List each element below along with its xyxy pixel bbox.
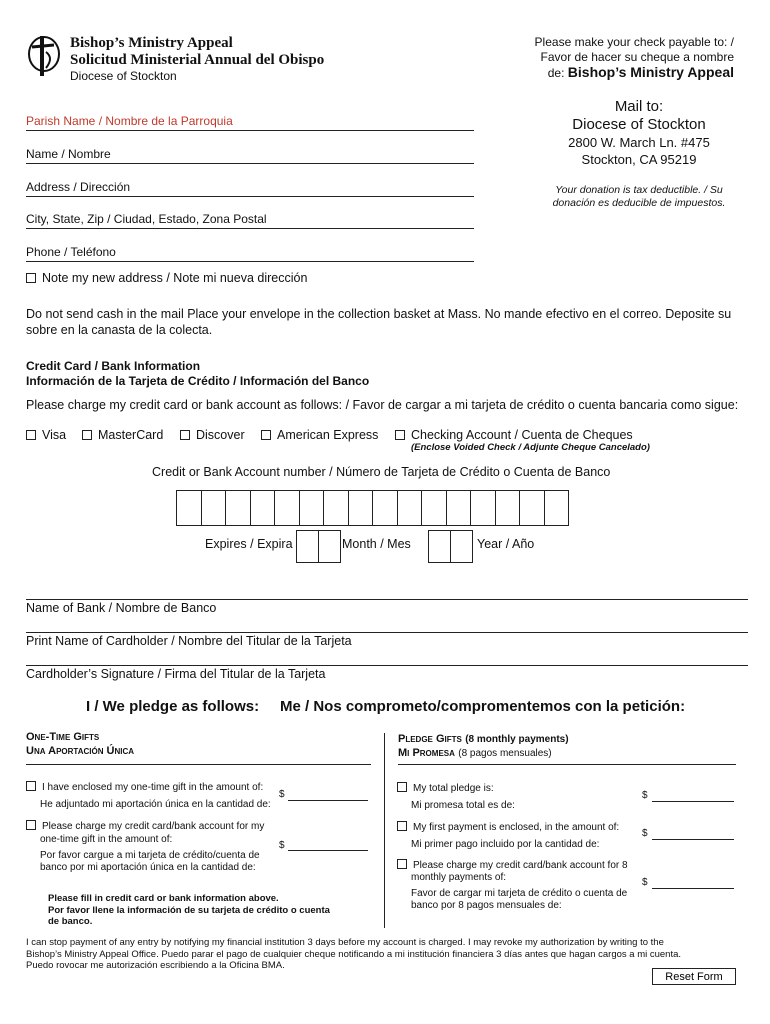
checkbox-box xyxy=(397,859,407,869)
reset-form-button[interactable]: Reset Form xyxy=(652,968,736,985)
city-label: City, State, Zip / Ciudad, Estado, Zona Postal xyxy=(26,212,267,226)
account-label: Credit or Bank Account number / Número de Tarjeta de Crédito o Cuenta de Banco xyxy=(152,465,611,479)
cash-note-1: Do not send cash in the mail Place your envelope in the collection basket at Mass. No mande efectivo en el correo. Deposite su xyxy=(26,307,732,321)
total-pledge-checkbox[interactable] xyxy=(397,783,494,794)
pledge-title-1: Pledge Gifts xyxy=(398,733,462,745)
name-line xyxy=(26,163,474,164)
diocese-cross-icon xyxy=(24,32,64,78)
year-label: Year / Año xyxy=(477,537,535,551)
total-es: Mi promesa total es de: xyxy=(411,800,515,811)
cardholder-label: Print Name of Cardholder / Nombre del Titular de la Tarjeta xyxy=(26,634,352,648)
monthly-en-2: monthly payments of: xyxy=(411,872,507,883)
enclosed-en: I have enclosed my one-time gift in the amount of: xyxy=(42,782,264,793)
cardholder-input[interactable] xyxy=(370,633,740,649)
signature-input[interactable] xyxy=(340,666,740,682)
tax-note-1: Your donation is tax deductible. / Su xyxy=(555,184,723,196)
account-digit-box[interactable] xyxy=(519,490,545,526)
account-digit-box[interactable] xyxy=(323,490,349,526)
card-heading-en: Credit Card / Bank Information xyxy=(26,359,201,373)
total-dollar: $ xyxy=(642,790,648,801)
card-instruction: Please charge my credit card or bank account as follows: / Favor de cargar a mi tarjeta de crédito o cuenta bancaria como sigue: xyxy=(26,398,739,412)
total-en: My total pledge is: xyxy=(413,783,494,794)
city-input[interactable] xyxy=(290,211,470,227)
charge-es-1: Por favor cargue a mi tarjeta de crédito/cuenta de xyxy=(40,850,260,861)
charge-dollar: $ xyxy=(279,840,285,851)
signature-label: Cardholder’s Signature / Firma del Titular de la Tarjeta xyxy=(26,667,326,681)
phone-label: Phone / Teléfono xyxy=(26,245,116,259)
checkbox-box xyxy=(82,430,92,440)
charge-amount-line xyxy=(288,850,368,851)
checkbox-box xyxy=(397,821,407,831)
monthly-es-2: banco por 8 pagos mensuales de: xyxy=(411,900,562,911)
account-digit-box[interactable] xyxy=(250,490,276,526)
stop-note-3: Puedo rovocar me autorización escribiendo a la Oficina BMA. xyxy=(26,960,285,971)
account-digit-box[interactable] xyxy=(421,490,447,526)
voided-check-note: (Enclose Voided Check / Adjunte Cheque Cancelado) xyxy=(411,442,650,453)
first-en: My first payment is enclosed, in the amount of: xyxy=(413,822,620,833)
pledge-heading-es: Me / Nos comprometo/compromentemos con la petición: xyxy=(280,698,686,715)
card-heading-es: Información de la Tarjeta de Crédito / Información del Banco xyxy=(26,374,370,388)
option-visa[interactable] xyxy=(26,428,66,442)
parish-input[interactable] xyxy=(260,113,470,129)
monthly-amount-line xyxy=(652,888,734,889)
option-checking[interactable] xyxy=(395,428,633,442)
mail-city: Stockton, CA 95219 xyxy=(581,152,697,167)
option-mastercard-label: MasterCard xyxy=(98,428,164,442)
fill-note-1: Please fill in credit card or bank information above. xyxy=(48,893,279,904)
pledge-title-2-note: (8 pagos mensuales) xyxy=(458,748,552,759)
title-en: Bishop’s Ministry Appeal xyxy=(70,35,233,51)
first-es: Mi primer pago incluido por la cantidad de: xyxy=(411,839,600,850)
new-address-checkbox[interactable] xyxy=(26,271,307,285)
charge-en-2: one-time gift in the amount of: xyxy=(40,834,173,845)
month-digit-1[interactable] xyxy=(296,530,319,563)
account-digit-box[interactable] xyxy=(225,490,251,526)
new-address-label: Note my new address / Note mi nueva dirección xyxy=(42,271,308,285)
monthly-amount-input[interactable] xyxy=(652,873,732,887)
payable-prefix: de: xyxy=(547,66,565,80)
option-discover[interactable] xyxy=(180,428,245,442)
fill-note xyxy=(48,893,330,928)
cash-note-2: sobre en la canasta de la colecta. xyxy=(26,323,213,337)
cash-note xyxy=(26,306,756,338)
name-label: Name / Nombre xyxy=(26,147,111,161)
checkbox-box xyxy=(26,820,36,830)
account-digit-box[interactable] xyxy=(372,490,398,526)
expires-label: Expires / Expira xyxy=(205,537,293,551)
title-es: Solicitud Ministerial Annual del Obispo xyxy=(70,52,325,68)
charge-amount-input[interactable] xyxy=(288,835,368,849)
parish-line xyxy=(26,130,474,131)
option-mastercard[interactable] xyxy=(82,428,163,442)
pledge-title-1-note: (8 monthly payments) xyxy=(465,734,569,745)
stop-note-2: Bishop’s Ministry Appeal Office. Puedo parar el pago de cualquier cheque notificando a mi institución financiera 3 días antes que hagan cargos a mi cuenta. xyxy=(26,948,682,960)
mail-to-label: Mail to: xyxy=(614,98,664,115)
checkbox-box xyxy=(395,430,405,440)
payable-name: Bishop’s Ministry Appeal xyxy=(567,64,734,80)
monthly-es-1: Favor de cargar mi tarjeta de crédito o cuenta de xyxy=(411,888,628,899)
monthly-charge-checkbox[interactable] xyxy=(397,860,628,871)
year-digit-1[interactable] xyxy=(428,530,451,563)
account-digit-box[interactable] xyxy=(176,490,202,526)
enclosed-gift-checkbox[interactable] xyxy=(26,782,263,793)
total-amount-line xyxy=(652,801,734,802)
pledge-heading-en: I / We pledge as follows: xyxy=(86,698,260,715)
account-digit-box[interactable] xyxy=(495,490,521,526)
option-discover-label: Discover xyxy=(196,428,245,442)
first-amount-line xyxy=(652,839,734,840)
account-digit-box[interactable] xyxy=(299,490,325,526)
payable-line-1: Please make your check payable to: / xyxy=(534,35,734,49)
first-payment-checkbox[interactable] xyxy=(397,822,619,833)
address-input[interactable] xyxy=(150,179,470,195)
fill-note-3: de banco. xyxy=(48,916,93,927)
address-line xyxy=(26,196,474,197)
diocese-label: Diocese of Stockton xyxy=(70,69,177,83)
mail-to-block xyxy=(520,98,758,168)
option-amex-label: American Express xyxy=(277,428,379,442)
payable-line-2: Favor de hacer su cheque a nombre xyxy=(540,50,734,64)
mail-street: 2800 W. March Ln. #475 xyxy=(568,135,710,150)
checkbox-box xyxy=(261,430,271,440)
enclosed-amount-line xyxy=(288,800,368,801)
mail-name: Diocese of Stockton xyxy=(572,116,706,133)
account-digit-box[interactable] xyxy=(201,490,227,526)
total-amount-input[interactable] xyxy=(652,786,732,800)
option-visa-label: Visa xyxy=(42,428,67,442)
account-digit-box[interactable] xyxy=(274,490,300,526)
tax-note xyxy=(520,184,758,210)
name-input[interactable] xyxy=(120,146,470,162)
enclosed-dollar: $ xyxy=(279,789,285,800)
pledge-title-1-row xyxy=(398,731,569,745)
stop-payment-note xyxy=(26,937,681,972)
charge-es-2: banco por mi aportación única en la cantidad de: xyxy=(40,862,256,873)
account-digit-box[interactable] xyxy=(397,490,423,526)
checkbox-box xyxy=(180,430,190,440)
tax-note-2: donación es deducible de impuestos. xyxy=(552,197,726,209)
logo-mark xyxy=(24,32,64,78)
first-dollar: $ xyxy=(642,828,648,839)
address-label: Address / Dirección xyxy=(26,180,131,194)
enclosed-es: He adjuntado mi aportación única en la cantidad de: xyxy=(40,799,271,810)
phone-line xyxy=(26,261,474,262)
city-line xyxy=(26,228,474,229)
stop-note-1: I can stop payment of any entry by notifying my financial institution 3 days before my account is charged. I may revoke my authorization by writing to the xyxy=(26,937,664,948)
checkbox-box xyxy=(26,430,36,440)
parish-label: Parish Name / Nombre de la Parroquia xyxy=(26,114,233,128)
account-digit-box[interactable] xyxy=(470,490,496,526)
pledge-line xyxy=(398,764,736,765)
charge-en-1: Please charge my credit card/bank account for my xyxy=(42,821,265,832)
one-time-title-1: One-Time Gifts xyxy=(26,731,100,743)
option-checking-label: Checking Account / Cuenta de Cheques xyxy=(411,428,633,442)
account-digit-box[interactable] xyxy=(544,490,570,526)
pledge-title-2-row xyxy=(398,745,552,759)
checkbox-box xyxy=(26,781,36,791)
account-digit-box[interactable] xyxy=(348,490,374,526)
checkbox-box xyxy=(397,782,407,792)
bank-name-input[interactable] xyxy=(230,600,740,616)
phone-input[interactable] xyxy=(130,244,470,260)
payable-line-3 xyxy=(548,64,734,80)
checkbox-box xyxy=(26,273,36,283)
bank-name-label: Name of Bank / Nombre de Banco xyxy=(26,601,217,615)
option-amex[interactable] xyxy=(261,428,378,442)
monthly-en-1: Please charge my credit card/bank account for 8 xyxy=(413,860,628,871)
month-digit-2[interactable] xyxy=(318,530,341,563)
account-digit-box[interactable] xyxy=(446,490,472,526)
month-label: Month / Mes xyxy=(342,537,411,551)
one-time-title-2: Una Aportación Única xyxy=(26,745,135,757)
enclosed-amount-input[interactable] xyxy=(288,785,368,799)
column-divider xyxy=(384,733,385,928)
charge-gift-checkbox[interactable] xyxy=(26,821,264,832)
one-time-line xyxy=(26,764,371,765)
fill-note-2: Por favor llene la información de su tarjeta de crédito o cuenta xyxy=(48,904,330,916)
year-digit-2[interactable] xyxy=(450,530,473,563)
first-amount-input[interactable] xyxy=(652,824,732,838)
monthly-dollar: $ xyxy=(642,877,648,888)
pledge-title-2: Mi Promesa xyxy=(398,747,455,759)
